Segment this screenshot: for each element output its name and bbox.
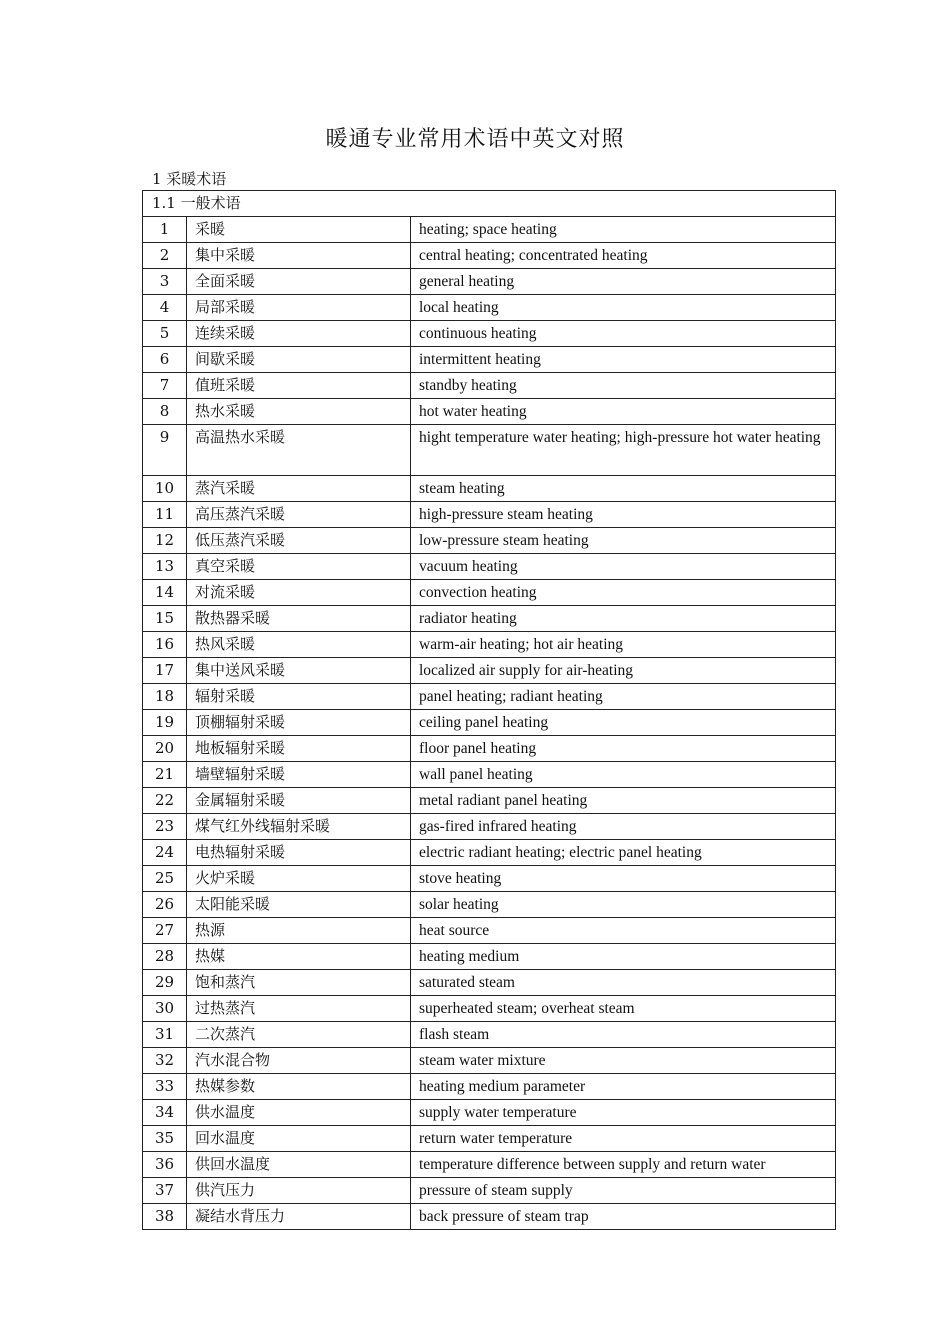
- term-english: stove heating: [411, 866, 836, 892]
- table-row: [143, 217, 836, 243]
- term-chinese: 热媒参数: [187, 1074, 411, 1100]
- term-english: vacuum heating: [411, 554, 836, 580]
- term-number: 25: [143, 866, 187, 892]
- term-english: supply water temperature: [411, 1100, 836, 1126]
- term-number: 23: [143, 814, 187, 840]
- table-row: [143, 373, 836, 399]
- term-english: temperature difference between supply and return water: [411, 1152, 836, 1178]
- term-english: panel heating; radiant heating: [411, 684, 836, 710]
- term-number: 18: [143, 684, 187, 710]
- table-row: [143, 658, 836, 684]
- table-row: [143, 269, 836, 295]
- term-chinese: 回水温度: [187, 1126, 411, 1152]
- table-row: [143, 425, 836, 476]
- term-english: gas-fired infrared heating: [411, 814, 836, 840]
- term-english: high-pressure steam heating: [411, 502, 836, 528]
- term-number: 15: [143, 606, 187, 632]
- term-chinese: 热水采暖: [187, 399, 411, 425]
- term-number: 38: [143, 1204, 187, 1230]
- table-row: [143, 996, 836, 1022]
- table-row: [143, 502, 836, 528]
- term-number: 3: [143, 269, 187, 295]
- term-english: heating medium parameter: [411, 1074, 836, 1100]
- term-english: intermittent heating: [411, 347, 836, 373]
- term-chinese: 局部采暖: [187, 295, 411, 321]
- term-chinese: 太阳能采暖: [187, 892, 411, 918]
- table-row: [143, 840, 836, 866]
- term-chinese: 过热蒸汽: [187, 996, 411, 1022]
- term-english: localized air supply for air-heating: [411, 658, 836, 684]
- term-english: continuous heating: [411, 321, 836, 347]
- term-number: 29: [143, 970, 187, 996]
- table-row: [143, 684, 836, 710]
- table-row: [143, 1152, 836, 1178]
- table-row: [143, 1204, 836, 1230]
- table-row: [143, 892, 836, 918]
- term-english: convection heating: [411, 580, 836, 606]
- term-number: 16: [143, 632, 187, 658]
- terms-table-body: [143, 191, 836, 1230]
- term-english: superheated steam; overheat steam: [411, 996, 836, 1022]
- term-english: metal radiant panel heating: [411, 788, 836, 814]
- term-english: heating medium: [411, 944, 836, 970]
- term-english: low-pressure steam heating: [411, 528, 836, 554]
- term-chinese: 辐射采暖: [187, 684, 411, 710]
- term-english: warm-air heating; hot air heating: [411, 632, 836, 658]
- term-number: 36: [143, 1152, 187, 1178]
- term-chinese: 热源: [187, 918, 411, 944]
- term-chinese: 蒸汽采暖: [187, 476, 411, 502]
- table-row: [143, 1100, 836, 1126]
- table-row: [143, 554, 836, 580]
- term-chinese: 火炉采暖: [187, 866, 411, 892]
- term-number: 12: [143, 528, 187, 554]
- term-number: 2: [143, 243, 187, 269]
- term-number: 32: [143, 1048, 187, 1074]
- term-chinese: 煤气红外线辐射采暖: [187, 814, 411, 840]
- term-chinese: 饱和蒸汽: [187, 970, 411, 996]
- term-number: 6: [143, 347, 187, 373]
- table-row: [143, 606, 836, 632]
- term-chinese: 值班采暖: [187, 373, 411, 399]
- term-number: 19: [143, 710, 187, 736]
- term-chinese: 热风采暖: [187, 632, 411, 658]
- term-number: 17: [143, 658, 187, 684]
- term-number: 10: [143, 476, 187, 502]
- term-english: standby heating: [411, 373, 836, 399]
- term-english: pressure of steam supply: [411, 1178, 836, 1204]
- term-english: wall panel heating: [411, 762, 836, 788]
- term-chinese: 散热器采暖: [187, 606, 411, 632]
- term-english: steam water mixture: [411, 1048, 836, 1074]
- term-chinese: 全面采暖: [187, 269, 411, 295]
- term-english: return water temperature: [411, 1126, 836, 1152]
- table-row: [143, 1074, 836, 1100]
- table-row: [143, 788, 836, 814]
- term-english: floor panel heating: [411, 736, 836, 762]
- term-number: 27: [143, 918, 187, 944]
- term-chinese: 墙壁辐射采暖: [187, 762, 411, 788]
- table-row: [143, 321, 836, 347]
- table-row: [143, 762, 836, 788]
- term-number: 28: [143, 944, 187, 970]
- term-number: 5: [143, 321, 187, 347]
- table-row: [143, 528, 836, 554]
- term-chinese: 汽水混合物: [187, 1048, 411, 1074]
- table-row: [143, 866, 836, 892]
- term-english: heating; space heating: [411, 217, 836, 243]
- term-number: 14: [143, 580, 187, 606]
- term-number: 35: [143, 1126, 187, 1152]
- term-chinese: 供水温度: [187, 1100, 411, 1126]
- term-chinese: 顶棚辐射采暖: [187, 710, 411, 736]
- term-chinese: 集中采暖: [187, 243, 411, 269]
- terms-table: [142, 190, 836, 1230]
- section-heading: 1 采暖术语: [152, 170, 227, 188]
- table-row: [143, 243, 836, 269]
- table-row: [143, 295, 836, 321]
- table-row: [143, 970, 836, 996]
- term-number: 21: [143, 762, 187, 788]
- term-chinese: 高压蒸汽采暖: [187, 502, 411, 528]
- term-number: 1: [143, 217, 187, 243]
- term-english: ceiling panel heating: [411, 710, 836, 736]
- term-english: solar heating: [411, 892, 836, 918]
- table-row: [143, 347, 836, 373]
- term-number: 11: [143, 502, 187, 528]
- term-number: 9: [143, 425, 187, 476]
- term-chinese: 集中送风采暖: [187, 658, 411, 684]
- table-row: [143, 814, 836, 840]
- page-title: 暖通专业常用术语中英文对照: [325, 127, 625, 152]
- term-chinese: 高温热水采暖: [187, 425, 411, 476]
- term-number: 8: [143, 399, 187, 425]
- term-number: 4: [143, 295, 187, 321]
- term-number: 37: [143, 1178, 187, 1204]
- term-english: flash steam: [411, 1022, 836, 1048]
- term-english: back pressure of steam trap: [411, 1204, 836, 1230]
- term-english: hight temperature water heating; high-pressure hot water heating: [411, 425, 836, 476]
- term-number: 7: [143, 373, 187, 399]
- table-row: [143, 1022, 836, 1048]
- term-number: 31: [143, 1022, 187, 1048]
- term-chinese: 热媒: [187, 944, 411, 970]
- term-english: hot water heating: [411, 399, 836, 425]
- term-english: central heating; concentrated heating: [411, 243, 836, 269]
- term-number: 26: [143, 892, 187, 918]
- term-chinese: 供回水温度: [187, 1152, 411, 1178]
- term-number: 13: [143, 554, 187, 580]
- table-row: [143, 736, 836, 762]
- table-row: [143, 399, 836, 425]
- term-chinese: 地板辐射采暖: [187, 736, 411, 762]
- term-chinese: 间歇采暖: [187, 347, 411, 373]
- term-number: 33: [143, 1074, 187, 1100]
- table-row: [143, 918, 836, 944]
- subsection-heading: 1.1 一般术语: [143, 191, 836, 217]
- table-row: [143, 1048, 836, 1074]
- table-row: [143, 476, 836, 502]
- table-row: [143, 632, 836, 658]
- term-chinese: 供汽压力: [187, 1178, 411, 1204]
- term-chinese: 低压蒸汽采暖: [187, 528, 411, 554]
- term-number: 20: [143, 736, 187, 762]
- term-english: general heating: [411, 269, 836, 295]
- term-english: electric radiant heating; electric panel heating: [411, 840, 836, 866]
- term-chinese: 连续采暖: [187, 321, 411, 347]
- term-chinese: 采暖: [187, 217, 411, 243]
- term-chinese: 二次蒸汽: [187, 1022, 411, 1048]
- term-number: 34: [143, 1100, 187, 1126]
- term-chinese: 凝结水背压力: [187, 1204, 411, 1230]
- term-english: steam heating: [411, 476, 836, 502]
- table-row: [143, 1178, 836, 1204]
- table-row: [143, 944, 836, 970]
- term-english: radiator heating: [411, 606, 836, 632]
- term-english: local heating: [411, 295, 836, 321]
- term-number: 22: [143, 788, 187, 814]
- term-chinese: 电热辐射采暖: [187, 840, 411, 866]
- table-row: [143, 710, 836, 736]
- term-number: 24: [143, 840, 187, 866]
- term-chinese: 真空采暖: [187, 554, 411, 580]
- term-chinese: 金属辐射采暖: [187, 788, 411, 814]
- subsection-row: [143, 191, 836, 217]
- term-english: saturated steam: [411, 970, 836, 996]
- table-row: [143, 1126, 836, 1152]
- term-chinese: 对流采暖: [187, 580, 411, 606]
- table-row: [143, 580, 836, 606]
- term-number: 30: [143, 996, 187, 1022]
- term-english: heat source: [411, 918, 836, 944]
